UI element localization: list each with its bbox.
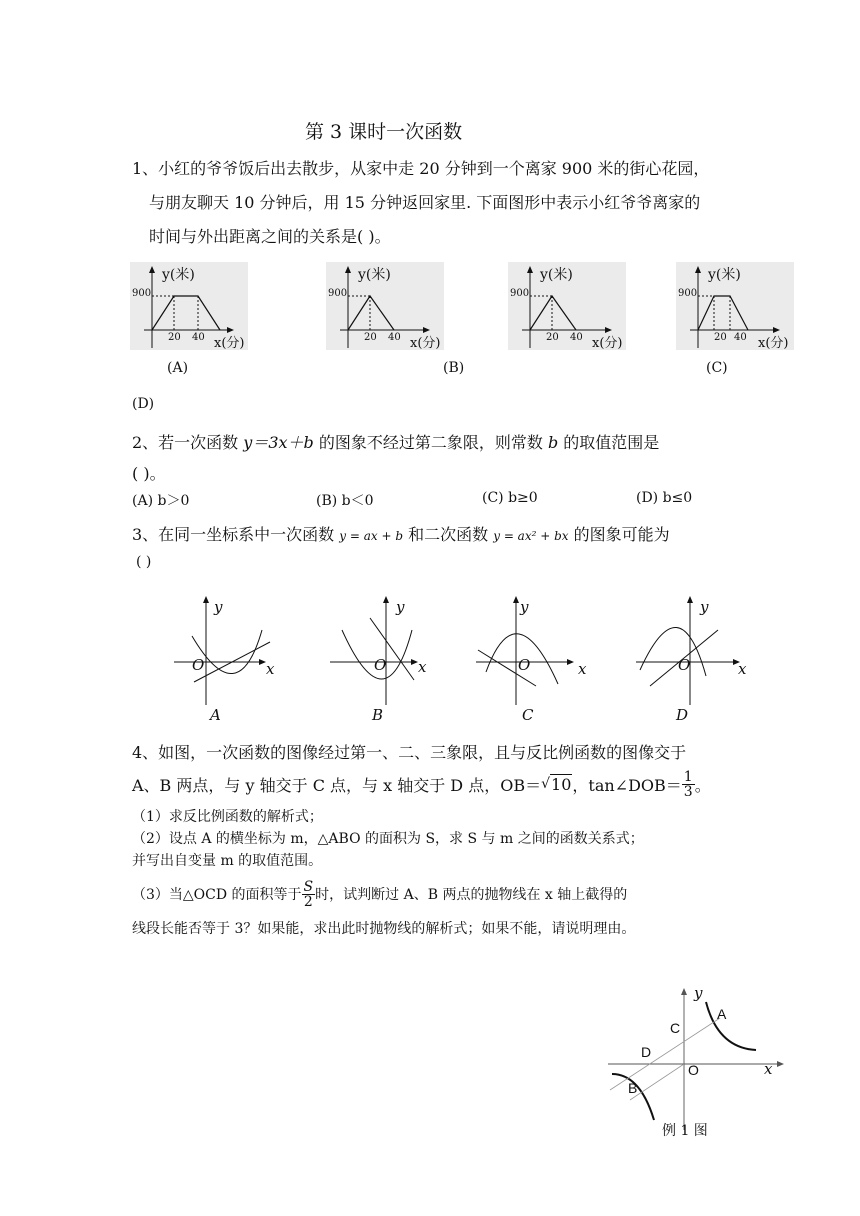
q4-fig-c: C — [670, 1020, 681, 1036]
y-tick-900: 900 — [678, 288, 698, 299]
q3-eq-quadratic: y = ax² + bx — [493, 529, 569, 543]
q4-line2-end: 。 — [694, 775, 711, 795]
q4-fig-b: B — [628, 1080, 638, 1096]
q4-fig-d: D — [641, 1044, 652, 1060]
q2-text-b: 的图象不经过第二象限，则常数 — [313, 433, 548, 452]
q4-p3-fraction — [302, 880, 316, 909]
q3-d-y: y — [700, 598, 709, 616]
x-tick-40: 40 — [388, 332, 401, 343]
q4-line1: 4、如图，一次函数的图像经过第一、二、三象限，且与反比例函数的图像交于 — [132, 743, 687, 762]
y-axis-label: y(米) — [358, 267, 391, 283]
q2-option-b: (B) b＜0 — [316, 493, 374, 509]
q1-option-a: (A) — [167, 360, 189, 376]
y-tick-900: 900 — [328, 288, 348, 299]
q3-label-c: C — [522, 706, 534, 724]
q3-d-x: x — [738, 660, 747, 678]
x-tick-20: 20 — [714, 332, 727, 343]
q2-option-a: (A) b＞0 — [132, 493, 190, 509]
q2-line1 — [132, 430, 659, 453]
q4-fig-o: O — [688, 1062, 699, 1078]
q3-graph-d — [636, 596, 740, 705]
q3-text-b: 和二次函数 — [403, 525, 494, 544]
q3-graph-b — [330, 596, 418, 705]
q1-line2: 与朋友聊天 10 分钟后，用 15 分钟返回家里. 下面图形中表示小红爷爷离家的 — [149, 193, 701, 212]
y-axis-label: y(米) — [540, 267, 573, 283]
q3-c-y: y — [520, 598, 529, 616]
q1-option-b: (B) — [443, 360, 465, 376]
q3-b-x: x — [418, 658, 427, 676]
q4-fig-caption: 例 1 图 — [662, 1123, 708, 1139]
q4-sqrt-value: 10 — [551, 775, 572, 794]
q4-fig-x: x — [764, 1060, 773, 1078]
q4-part3-line2: 线段长能否等于 3？如果能，求出此时抛物线的解析式；如果不能，请说明理由。 — [132, 921, 636, 937]
q3-label-d: D — [676, 706, 689, 724]
q1-option-d: (D) — [132, 396, 155, 412]
q1-line3: 时间与外出距离之间的关系是( )。 — [149, 227, 391, 246]
q4-fig-y: y — [694, 984, 703, 1002]
q3-c-x: x — [578, 660, 587, 678]
q4-line2: A、B 两点，与 y 轴交于 C 点，与 x 轴交于 D 点，OB＝ √ 10 ，tan∠DOB＝ $\frac{1}{3}$ 。 — [132, 768, 711, 800]
q1-graph-c — [508, 262, 626, 350]
q2-line2: ( )。 — [132, 464, 166, 483]
q3-text-c: 的图象可能为 — [568, 525, 670, 544]
x-tick-20: 20 — [364, 332, 377, 343]
q3-a-o: O — [192, 656, 205, 674]
q2-equation: y＝3x＋b — [243, 433, 314, 452]
page-title: 第 3 课时一次函数 — [305, 121, 463, 143]
q3-text-a: 3、在同一坐标系中一次函数 — [132, 525, 340, 544]
x-tick-40: 40 — [570, 332, 583, 343]
q4-fig-a: A — [717, 1006, 727, 1022]
q4-line2-a: A、B 两点，与 y 轴交于 C 点，与 x 轴交于 D 点，OB＝ — [132, 775, 542, 795]
x-tick-20: 20 — [168, 332, 181, 343]
q3-label-b: B — [372, 706, 384, 724]
x-axis-label: x(分) — [758, 336, 789, 351]
q1-graph-d — [676, 262, 794, 350]
q3-line2: ( ) — [136, 554, 152, 570]
q3-d-o: O — [678, 656, 691, 674]
y-tick-900: 900 — [510, 288, 530, 299]
q4-line2-b: ，tan∠DOB＝ — [572, 775, 682, 795]
x-axis-label: x(分) — [410, 336, 441, 351]
q3-line1 — [132, 522, 670, 545]
q4-part2-line1: （2）设点 A 的横坐标为 m，△ABO 的面积为 S，求 S 与 m 之间的函数关系式； — [132, 831, 644, 847]
q4-p3-b: 时，试判断过 A、B 两点的抛物线在 x 轴上截得的 — [315, 887, 628, 903]
q3-a-x: x — [266, 660, 275, 678]
q4-p3-frac-den: 2 — [303, 893, 313, 910]
q4-part2-line2: 并写出自变量 m 的取值范围。 — [132, 853, 323, 869]
q2-text-c: 的取值范围是 — [558, 433, 660, 452]
x-tick-40: 40 — [734, 332, 747, 343]
q2-text-a: 2、若一次函数 — [132, 433, 244, 452]
q4-fraction — [682, 770, 695, 799]
q4-p3-a: （3）当△OCD 的面积等于 — [132, 887, 302, 903]
q3-b-o: O — [374, 656, 387, 674]
q1-line1: 1、小红的爷爷饭后出去散步，从家中走 20 分钟到一个离家 900 米的街心花园， — [132, 159, 710, 178]
q3-c-o: O — [518, 656, 531, 674]
x-tick-40: 40 — [192, 332, 205, 343]
y-axis-label: y(米) — [162, 267, 195, 283]
q4-frac-num: 1 — [683, 768, 693, 785]
x-axis-label: x(分) — [592, 336, 623, 351]
q1-option-c: (C) — [706, 360, 728, 376]
q4-part1: （1）求反比例函数的解析式； — [132, 809, 323, 825]
q3-a-y: y — [214, 598, 223, 616]
q3-b-y: y — [396, 598, 405, 616]
q2-var: b — [547, 433, 559, 452]
x-tick-20: 20 — [546, 332, 559, 343]
q3-graphs — [170, 590, 770, 710]
q3-eq-linear: y = ax + b — [339, 529, 404, 543]
q3-label-a: A — [210, 706, 221, 724]
q4-frac-den: 3 — [683, 783, 693, 800]
x-axis-label: x(分) — [214, 336, 245, 351]
y-tick-900: 900 — [132, 288, 152, 299]
q4-part3-line1 — [132, 874, 627, 914]
q2-option-c: (C) b≥0 — [482, 490, 538, 506]
q1-graph-a — [130, 262, 248, 350]
q4-p3-frac-num: S — [303, 878, 314, 895]
y-axis-label: y(米) — [708, 267, 741, 283]
q1-graph-b — [326, 262, 444, 350]
q2-option-d: (D) b≤0 — [636, 490, 693, 506]
